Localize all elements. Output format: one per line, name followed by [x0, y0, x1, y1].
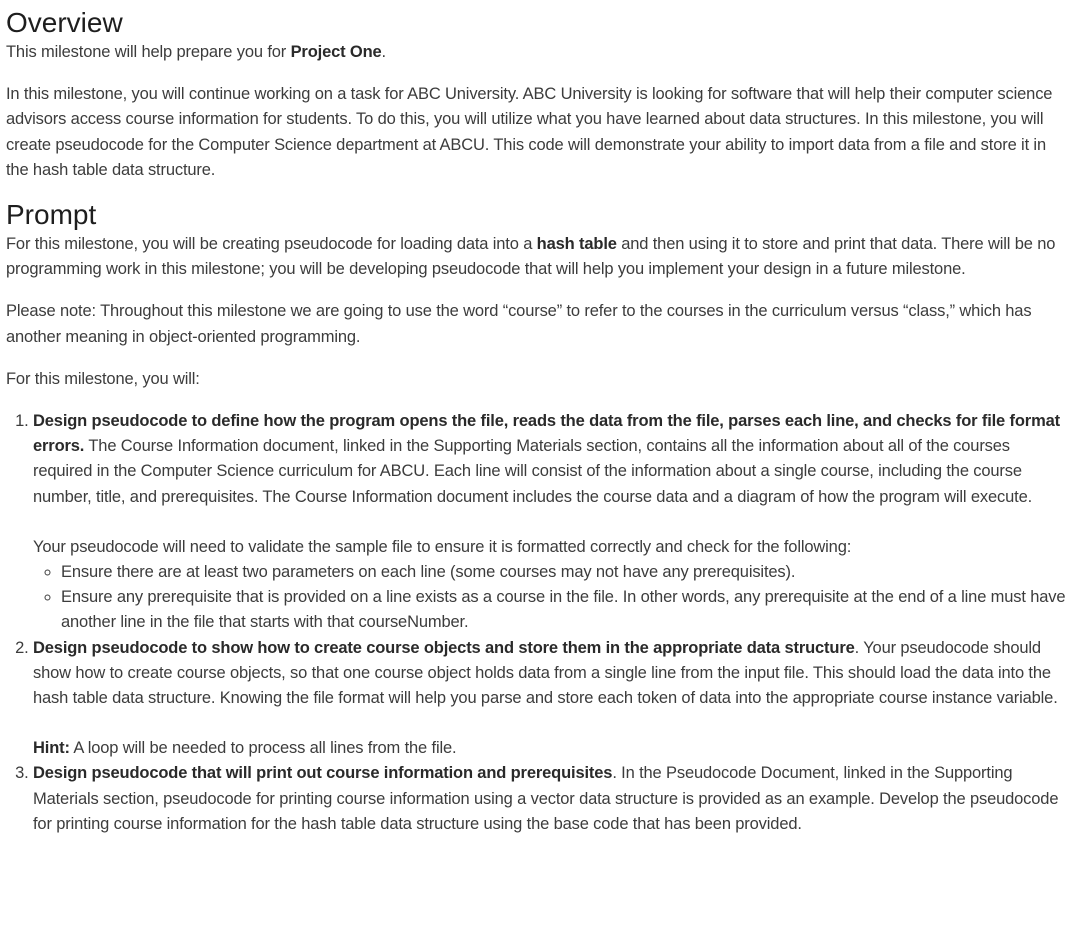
task-3-bold: Design pseudocode that will print out course information and prerequisites [33, 764, 613, 783]
prompt-heading: Prompt [6, 199, 97, 231]
task-1-bullets [33, 560, 1069, 636]
overview-intro-prefix: This milestone will help prepare you for [6, 43, 291, 61]
task-item-1 [33, 409, 1069, 636]
task-1-text: The Course Information document, linked in the Supporting Materials section, contains all the information about all of the courses required in the Computer Science curriculum for ABCU. Each line will consist of the information about a single course, including the course number, title, and prerequisites. The Course Information document includes the course data and a diagram of how the program will execute. [33, 437, 1033, 506]
prompt-p1-suffix: and then using it to store and print that data. There will be no programming work in this milestone; you will be developing pseudocode that will help you implement your design in a future milestone. [6, 235, 1056, 279]
spacer [33, 510, 1069, 535]
task-2-hint [33, 736, 1069, 761]
spacer [33, 711, 1069, 736]
prompt-p1-prefix: For this milestone, you will be creating pseudocode for loading data into a [6, 235, 537, 254]
task-1-bullet-1: ◦ Ensure there are at least two parameters on each line (some courses may not have any prerequisites). [61, 560, 1069, 585]
milestone-task-list [6, 409, 1069, 837]
task-1-bold: Design pseudocode to define how the program opens the file, reads the data from the file, parses each line, and checks for file format errors. [33, 412, 1060, 456]
prompt-p1-bold: hash table [536, 235, 617, 254]
task-1-follow: Your pseudocode will need to validate the sample file to ensure it is formatted correctly and check for the following: [33, 537, 852, 556]
task-item-2 [33, 636, 1069, 762]
overview-intro-bold: Project One [290, 43, 382, 61]
prompt-lead-in: For this milestone, you will: [6, 369, 200, 388]
task-2-text: . Your pseudocode should show how to create course objects, so that one course object holds data from a single line from the input file. This should load the data into the hash table data structure. Knowing the file format will help you parse and store each token of data into the appropriate course instance variable. [33, 638, 1058, 708]
overview-paragraph: In this milestone, you will continue working on a task for ABC University. ABC University is looking for software that will help their computer science advisors access course information for students. To do this, you will utilize what you have learned about data structures. In this milestone, you will create pseudocode for the Computer Science department at ABCU. This code will demonstrate your ability to import data from a file and store it in the hash table data structure. [6, 85, 1053, 179]
prompt-paragraph-1 [6, 232, 1069, 282]
task-1-bullet-2: ◦ Ensure any prerequisite that is provided on a line exists as a course in the file. In other words, any prerequisite at the end of a line must have another line in the file that starts with that courseNumber. [61, 585, 1069, 635]
task-2-hint-text: A loop will be needed to process all lines from the file. [69, 739, 457, 758]
task-2-bold: Design pseudocode to show how to create course objects and store them in the appropriate data structure [33, 638, 855, 657]
prompt-note: Please note: Throughout this milestone we are going to use the word “course” to refer to the courses in the curriculum versus “class,” which has another meaning in object-oriented programming. [6, 302, 1032, 346]
task-item-3 [33, 761, 1069, 837]
task-2-hint-label: Hint: [33, 739, 70, 758]
task-3-text: . In the Pseudocode Document, linked in the Supporting Materials section, pseudocode for printing course information using a vector data structure is provided as an example. Develop the pseudocode for printing course information for the hash table data structure using the base code that has been provided. [33, 764, 1059, 833]
overview-intro-suffix: . [381, 43, 386, 61]
overview-intro [6, 40, 1069, 65]
overview-heading: Overview [6, 7, 123, 38]
